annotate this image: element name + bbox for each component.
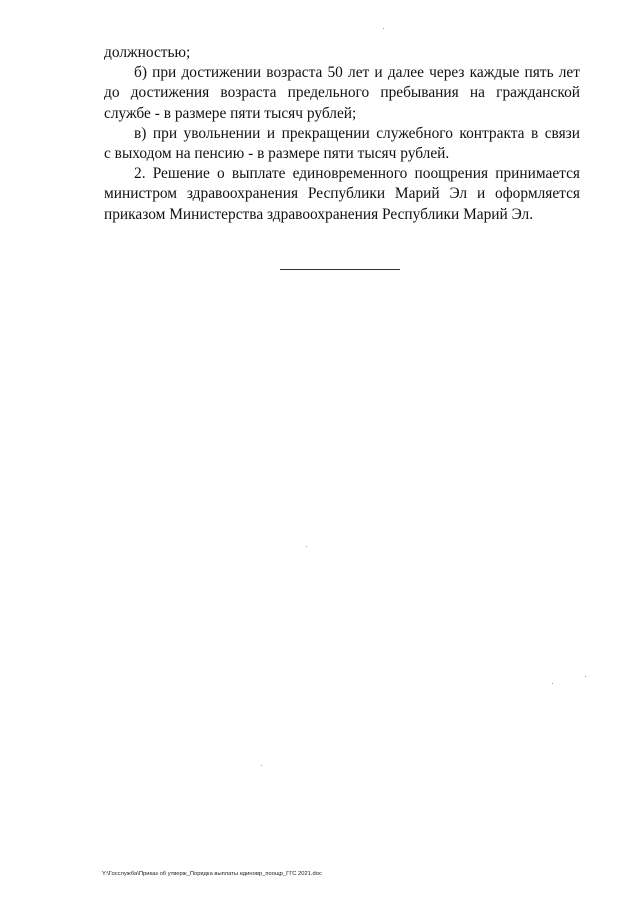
text-line: б) при достижении возраста 50 лет и далее через каждые пять лет (134, 64, 580, 82)
scan-speck (306, 546, 307, 547)
document-body (104, 43, 580, 225)
paragraph-item-b (104, 63, 580, 124)
text-line: 2. Решение о выплате единовременного поощрения принимается (134, 165, 580, 183)
text-line: службе - в размере пяти тысяч рублей; (104, 104, 357, 122)
text-line: в) при увольнении и прекращении служебного контракта в связи (134, 124, 580, 142)
footer-file-path: Y:\Госслужба\Приказ об утверж_Порядка выплаты единовр_поощр_ГГС 2021.doc (102, 871, 322, 877)
paragraph-item-v (104, 124, 580, 164)
scan-speck (261, 765, 262, 766)
scan-speck (585, 676, 586, 677)
scan-speck (383, 28, 384, 29)
text-line: до достижения возраста предельного пребывания на гражданской (104, 84, 580, 102)
text-line: министром здравоохранения Республики Марий Эл и оформляется (104, 185, 580, 203)
paragraph-point-2 (104, 164, 580, 225)
text-line: должностью; (104, 44, 191, 61)
end-separator-line (280, 269, 400, 270)
text-line: приказом Министерства здравоохранения Республики Марий Эл. (104, 205, 534, 223)
scan-speck (552, 683, 553, 684)
text-line: с выходом на пенсию - в размере пяти тысяч рублей. (104, 145, 450, 163)
paragraph-continuation (104, 43, 580, 63)
